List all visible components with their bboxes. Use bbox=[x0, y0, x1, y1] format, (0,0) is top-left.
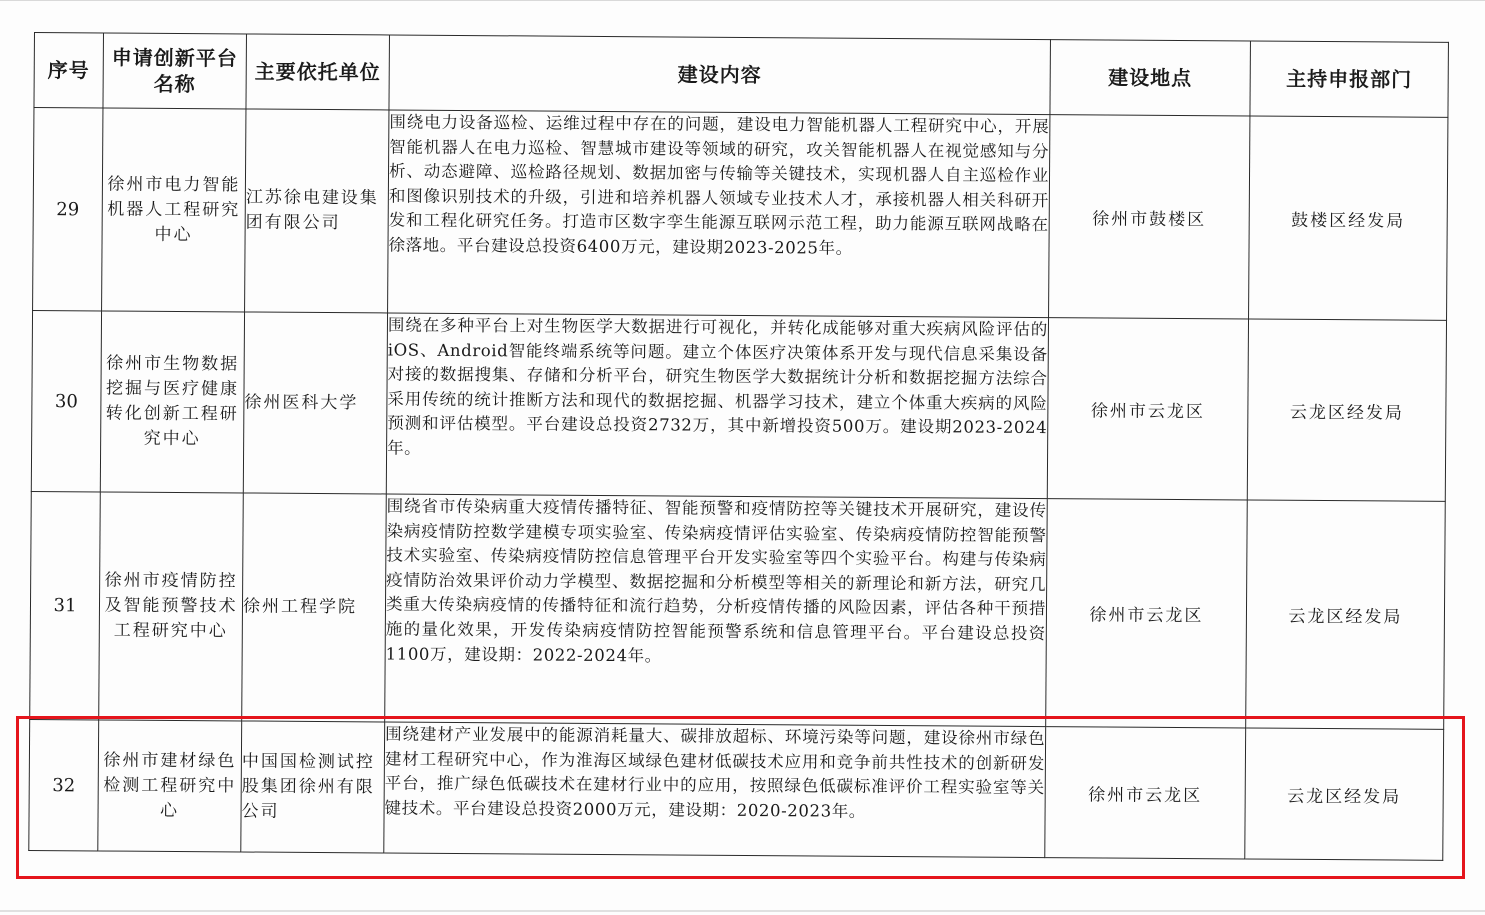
host-unit: 徐州医科大学 bbox=[243, 312, 387, 494]
header-location: 建设地点 bbox=[1050, 40, 1251, 116]
table-row bbox=[30, 491, 1446, 729]
bottom-divider bbox=[0, 910, 1485, 912]
header-unit: 主要依托单位 bbox=[246, 34, 390, 110]
platform-name: 徐州市生物数据挖掘与医疗健康转化创新工程研究中心 bbox=[100, 311, 244, 493]
reporting-department: 云龙区经发局 bbox=[1246, 500, 1446, 729]
host-unit: 中国国检测试控股集团徐州有限公司 bbox=[241, 721, 385, 853]
table-row bbox=[33, 108, 1448, 321]
host-unit: 江苏徐电建设集团有限公司 bbox=[245, 109, 389, 313]
row-number: 31 bbox=[30, 491, 101, 719]
platform-name: 徐州市建材绿色检测工程研究中心 bbox=[98, 720, 242, 852]
construction-location: 徐州市云龙区 bbox=[1046, 499, 1248, 728]
reporting-department: 云龙区经发局 bbox=[1247, 319, 1446, 501]
platform-name: 徐州市电力智能机器人工程研究中心 bbox=[102, 108, 246, 312]
host-unit: 徐州工程学院 bbox=[242, 493, 387, 722]
row-number: 32 bbox=[29, 719, 99, 850]
header-dept: 主持申报部门 bbox=[1250, 41, 1449, 117]
project-table bbox=[28, 32, 1449, 861]
header-content: 建设内容 bbox=[389, 35, 1051, 115]
construction-content: 围绕电力设备巡检、运维过程中存在的问题，建设电力智能机器人工程研究中心，开展智能机器人在电力巡检、智慧城市建设等领域的研究，攻关智能机器人在视觉感知与分析、动态避障、巡检路径规划、数据加密与传输等关键技术，实现机器人自主巡检作业和图像识别技术的升级，引进和培养机器人领域专业技术人才，承接机器人相关科研开发和工程化研究任务。打造市区数字孪生能源互联网示范工程，助力能源互联网战略在徐落地。平台建设总投资6400万元，建设期2023-2025年。 bbox=[388, 110, 1050, 318]
construction-content: 围绕建材产业发展中的能源消耗量大、碳排放超标、环境污染等问题，建设徐州市绿色建材工程研究中心，作为淮海区域绿色建材低碳技术应用和竞争前共性技术的创新研发平台，推广绿色低碳技术在建材行业中的应用，按照绿色低碳标准评价工程实验室等关键技术。平台建设总投资2000万元，建设期：2020-2023年。 bbox=[384, 722, 1046, 858]
construction-location: 徐州市云龙区 bbox=[1045, 727, 1246, 859]
construction-location: 徐州市鼓楼区 bbox=[1049, 115, 1250, 319]
header-no: 序号 bbox=[34, 33, 104, 108]
header-name: 申请创新平台名称 bbox=[103, 33, 247, 109]
row-number: 29 bbox=[33, 108, 103, 311]
top-divider bbox=[0, 0, 1485, 1]
table-row bbox=[31, 310, 1446, 501]
construction-content: 围绕省市传染病重大疫情传播特征、智能预警和疫情防控等关键技术开展研究，建设传染病疫情防控数学建模专项实验室、传染病疫情评估实验室、传染病疫情防控智能预警技术实验室、传染病疫情防控信息管理平台开发实验室等四个实验平台。构建与传染病疫情防治效果评价动力学模型、数据挖掘和分析模型等相关的新理论和新方法，研究几类重大传染病疫情的传播特征和流行趋势，分析疫情传播的风险因素，评估各种干预措施的量化效果，开发传染病疫情防控智能预警系统和信息管理平台。平台建设总投资1100万，建设期：2022-2024年。 bbox=[385, 494, 1048, 727]
reporting-department: 云龙区经发局 bbox=[1245, 728, 1444, 860]
reporting-department: 鼓楼区经发局 bbox=[1249, 116, 1448, 320]
construction-location: 徐州市云龙区 bbox=[1047, 318, 1248, 500]
header-row bbox=[34, 33, 1448, 118]
row-number: 30 bbox=[31, 310, 101, 491]
platform-name: 徐州市疫情防控及智能预警技术工程研究中心 bbox=[99, 492, 244, 721]
table-row bbox=[29, 719, 1444, 860]
construction-content: 围绕在多种平台上对生物医学大数据进行可视化，并转化成能够对重大疾病风险评估的iOS、Android智能终端系统等问题。建立个体医疗决策体系开发与现代信息采集设备对接的数据搜集、存储和分析平台，研究生物医学大数据统计分析和数据挖掘方法综合采用传统的统计推断方法和现代的数据挖掘、机器学习技术，建立个体重大疾病的风险预测和评估模型。平台建设总投资2732万，其中新增投资500万。建设期2023-2024年。 bbox=[386, 313, 1048, 499]
